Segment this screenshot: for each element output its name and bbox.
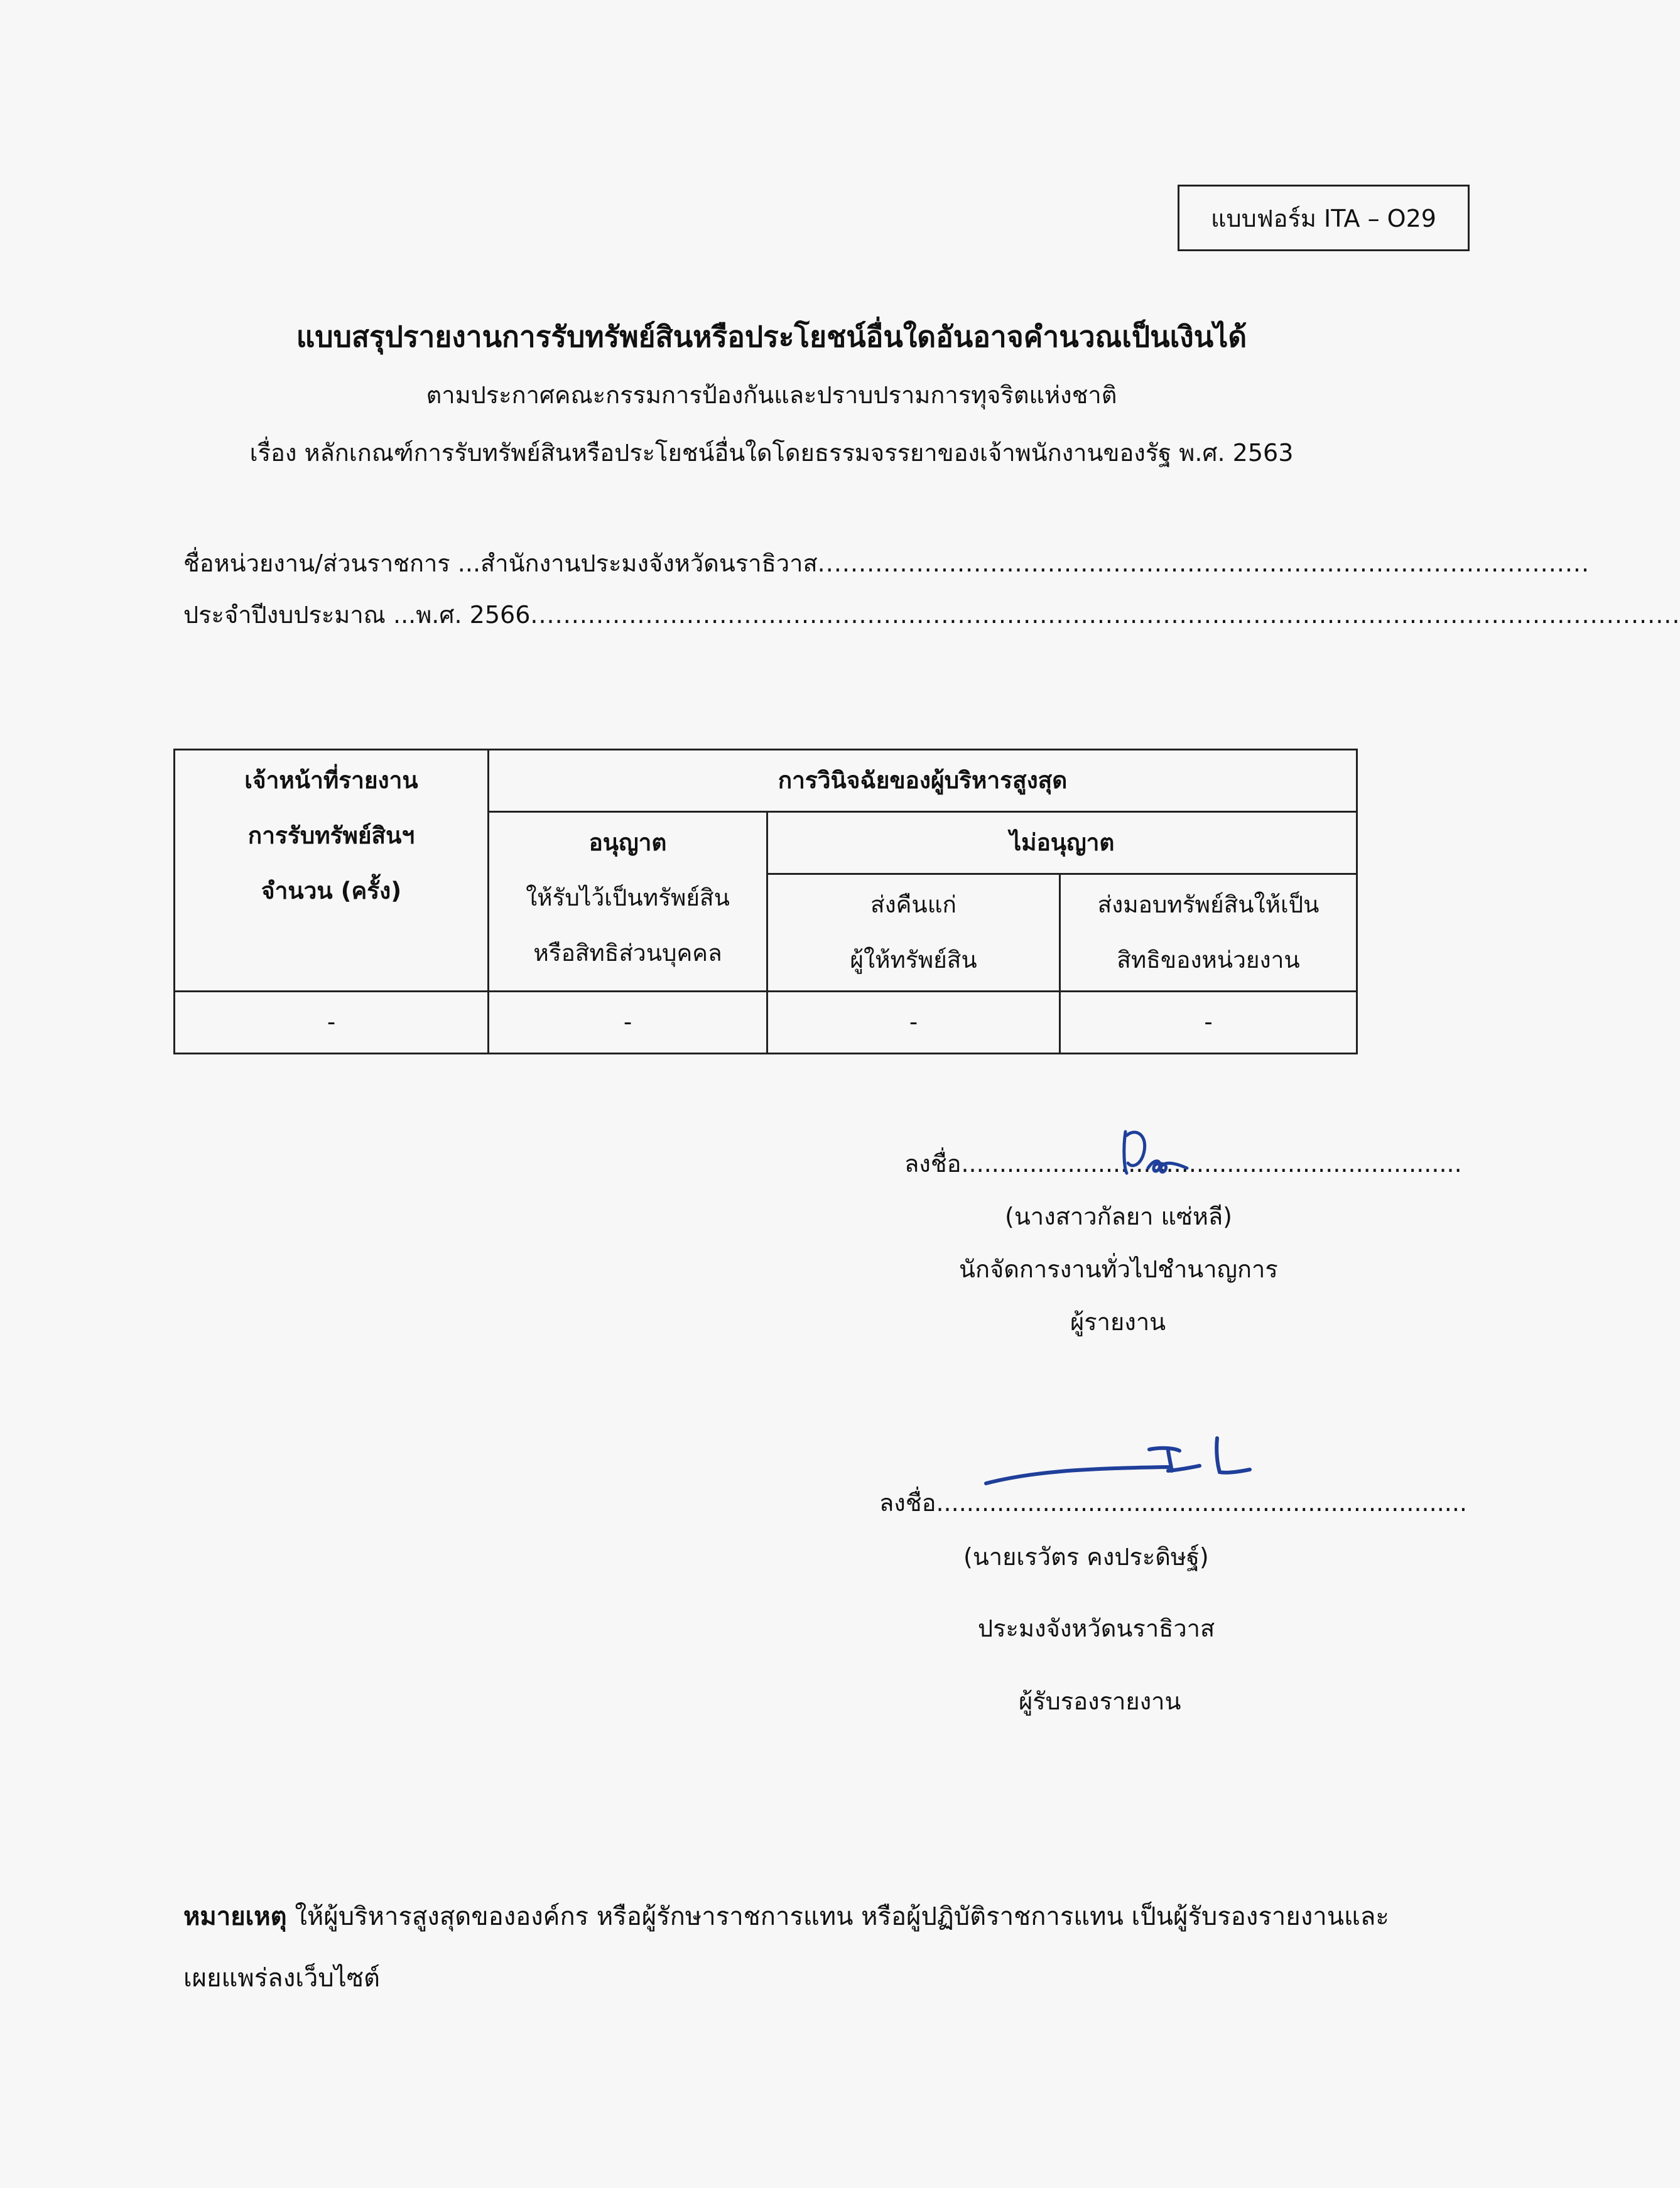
fiscal-label: ประจำปีงบประมาณ ... — [183, 601, 416, 629]
approver-sign-dots: ...................................................................... — [936, 1489, 1468, 1517]
table-cell: - — [767, 992, 1060, 1054]
footnote — [183, 1886, 1389, 2009]
handover-header-cell — [1060, 874, 1357, 992]
reporter-header-line-3: จำนวน (ครั้ง) — [261, 877, 402, 904]
document-subject: เรื่อง หลักเกณฑ์การรับทรัพย์สินหรือประโยชน์อื่นใดโดยธรรมจรรยาของเจ้าพนักงานของรัฐ พ.ศ. 2563 — [249, 439, 1294, 467]
table-cell: - — [489, 992, 767, 1054]
fiscal-year-field — [183, 595, 1680, 634]
table-cell: - — [1060, 992, 1357, 1054]
reporter-signature — [1118, 1124, 1193, 1181]
document-title: แบบสรุปรายงานการรับทรัพย์สินหรือประโยชน์อื่นใดอันอาจคำนวณเป็นเงินได้ — [296, 320, 1247, 354]
form-code-box: แบบฟอร์ม ITA – O29 — [1178, 185, 1470, 251]
reporter-role: ผู้รายงาน — [1070, 1308, 1166, 1336]
approver-role: ผู้รับรองรายงาน — [1019, 1687, 1181, 1715]
handover-line-2: สิทธิของหน่วยงาน — [1117, 946, 1300, 973]
allow-line-1: ให้รับไว้เป็นทรัพย์สิน — [526, 884, 730, 911]
allow-header-cell — [489, 812, 767, 992]
return-line-2: ผู้ให้ทรัพย์สิน — [850, 946, 977, 973]
fiscal-dots: ............................................................................................................................................ — [530, 601, 1680, 629]
fiscal-value: พ.ศ. 2566 — [416, 601, 531, 629]
agency-dots: .............................................................................................. — [817, 550, 1590, 577]
approver-position: ประมงจังหวัดนราธิวาส — [978, 1615, 1215, 1642]
reporter-count-header — [175, 750, 489, 992]
reporter-sign-label: ลงชื่อ — [904, 1150, 962, 1178]
reporter-name: (นางสาวกัลยา แซ่หลี) — [1005, 1203, 1232, 1230]
agency-label: ชื่อหน่วยงาน/ส่วนราชการ ... — [183, 550, 481, 577]
reporter-header-line-1: เจ้าหน้าที่รายงาน — [244, 767, 418, 794]
approver-name: (นายเรวัตร คงประดิษฐ์) — [963, 1543, 1209, 1571]
reporter-header-line-2: การรับทรัพย์สินฯ — [247, 822, 415, 849]
reporter-sign-dots: .................................................................. — [961, 1150, 1462, 1178]
agency-field — [183, 544, 1590, 582]
table-cell: - — [175, 992, 489, 1054]
agency-value: สำนักงานประมงจังหวัดนราธิวาส — [480, 550, 818, 577]
footnote-label: หมายเหตุ — [183, 1902, 287, 1931]
decision-table — [173, 749, 1358, 1054]
allow-header: อนุญาต — [588, 829, 667, 856]
approver-signature — [980, 1426, 1262, 1495]
table-row — [175, 992, 1357, 1054]
allow-line-2: หรือสิทธิส่วนบุคคล — [533, 940, 722, 967]
reporter-position: นักจัดการงานทั่วไปชำนาญการ — [959, 1255, 1278, 1283]
return-line-1: ส่งคืนแก่ — [870, 891, 957, 918]
return-header-cell — [767, 874, 1060, 992]
handover-line-1: ส่งมอบทรัพย์สินให้เป็น — [1097, 891, 1320, 918]
document-subtitle: ตามประกาศคณะกรรมการป้องกันและปราบปรามการทุจริตแห่งชาติ — [426, 381, 1117, 409]
approver-sign-label: ลงชื่อ — [879, 1489, 936, 1517]
decision-header: การวินิจฉัยของผู้บริหารสูงสุด — [489, 750, 1357, 812]
footnote-text: ให้ผู้บริหารสูงสุดขององค์กร หรือผู้รักษาราชการแทน หรือผู้ปฏิบัติราชการแทน เป็นผู้รับรองรายงานและเผยแพร่ลงเว็บไซต์ — [183, 1902, 1389, 1993]
deny-header: ไม่อนุญาต — [767, 812, 1357, 874]
